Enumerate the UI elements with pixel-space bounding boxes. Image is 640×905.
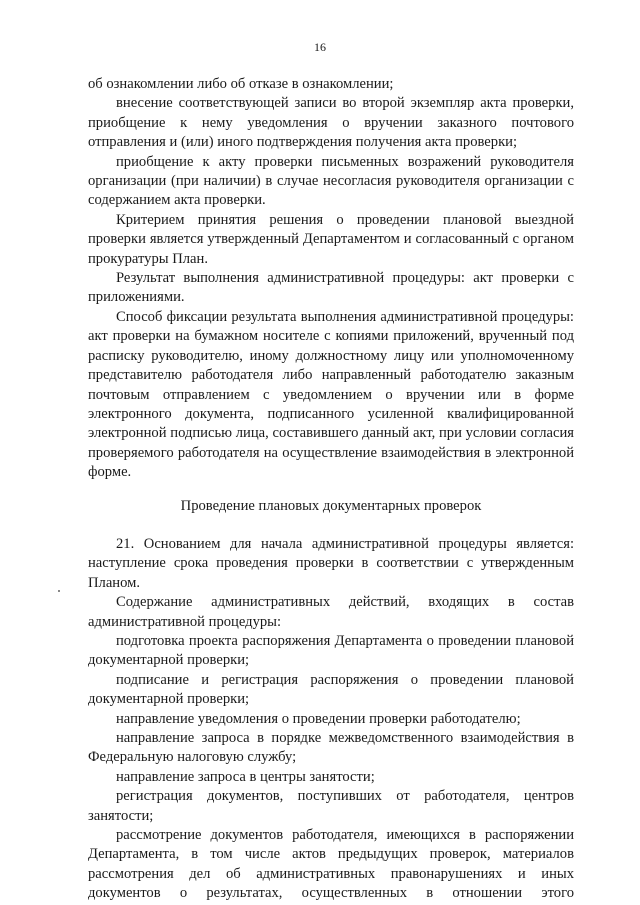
paragraph: направление запроса в центры занятости; <box>116 768 375 785</box>
paragraph: приобщение к акту проверки письменных возражений руководителя организации (при наличии) в случае несогласия руководителя организации с содержанием акта проверки. <box>88 153 574 209</box>
paragraph: Способ фиксации результата выполнения административной процедуры: акт проверки на бумажном носителе с копиями приложений, врученный под расписку руководителю, иному должностному лицу или уполномоченному представителю работодателя либо направленный работодателю заказным почтовым отправлением с уведомлением о вручении или в форме электронного документа, подписанного усиленной квалифицированной электронной подписью лица, составившего данный акт, при условии согласия проверяемого работодателя на осуществление взаимодействия в электронной форме. <box>88 308 574 481</box>
section-heading: Проведение плановых документарных проверок <box>180 497 482 514</box>
text-block-bottom <box>88 535 574 904</box>
paragraph: регистрация документов, поступивших от работодателя, центров занятости; <box>88 788 574 824</box>
paragraph: подписание и регистрация распоряжения о проведении плановой документарной проверки; <box>88 671 574 708</box>
margin-dot <box>58 590 60 592</box>
paragraph: подготовка проекта распоряжения Департамента о проведении плановой документарной проверки; <box>88 632 574 669</box>
paragraph: Содержание административных действий, входящих в состав административной процедуры: <box>88 594 574 630</box>
document-body <box>88 75 574 904</box>
paragraph: Результат выполнения административной процедуры: акт проверки с приложениями. <box>88 270 574 306</box>
paragraph: Критерием принятия решения о проведении плановой выездной проверки является утвержденный Департаментом и согласованный с органом прокуратуры План. <box>88 211 574 267</box>
paragraph: внесение соответствующей записи во второй экземпляр акта проверки, приобщение к нему уведомления о вручении заказного почтового отправления и (или) иного подтверждения получения акта проверки; <box>88 95 574 151</box>
paragraph: 21. Основанием для начала административной процедуры является: наступление срока проведения проверки в соответствии с утвержденным Планом. <box>88 535 574 591</box>
paragraph: направление уведомления о проведении проверки работодателю; <box>116 710 521 727</box>
paragraph: об ознакомлении либо об отказе в ознакомлении; <box>88 76 394 92</box>
paragraph: рассмотрение документов работодателя, имеющихся в распоряжении Департамента, в том числе актов предыдущих проверок, материалов рассмотрения дел об административных правонарушениях и иных документов о результатах, осуществленных в отношении этого <box>88 827 574 902</box>
page-number: 16 <box>314 40 326 54</box>
paragraph: направление запроса в порядке межведомственного взаимодействия в Федеральную налоговую службу; <box>88 730 574 766</box>
text-block-top <box>88 75 574 483</box>
